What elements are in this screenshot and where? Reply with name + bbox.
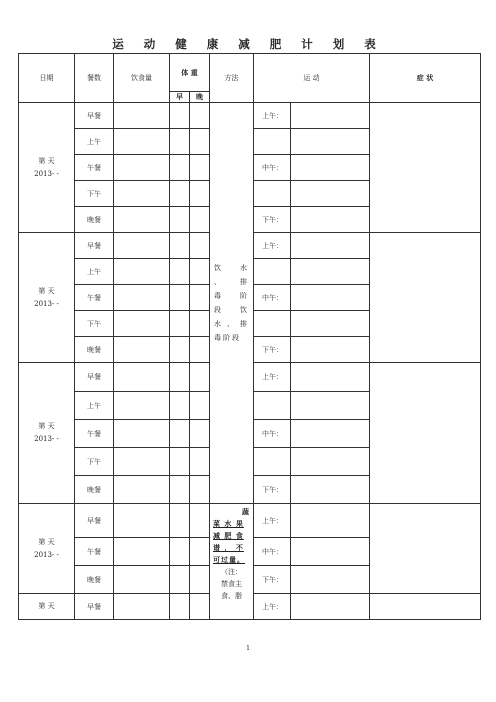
weight-evening-cell[interactable] [190, 103, 210, 129]
meal-lunch: 午餐 [75, 155, 114, 181]
exercise-label-empty [254, 448, 291, 476]
day-cell [19, 363, 75, 504]
weight-evening-cell[interactable] [190, 233, 210, 259]
meal-pm: 下午 [75, 181, 114, 207]
weight-evening-cell[interactable] [190, 594, 210, 620]
exercise-cell[interactable] [291, 259, 370, 285]
symptom-cell[interactable] [370, 504, 481, 594]
symptom-cell[interactable] [370, 594, 481, 620]
weight-morning-cell[interactable] [170, 207, 190, 233]
day-date: 2013- - [34, 299, 59, 308]
meal-breakfast: 早餐 [75, 103, 114, 129]
weight-evening-cell[interactable] [190, 504, 210, 538]
weight-morning-cell[interactable] [170, 337, 190, 363]
symptom-cell[interactable] [370, 103, 481, 233]
day-cell [19, 594, 75, 620]
weight-evening-cell[interactable] [190, 155, 210, 181]
symptom-cell[interactable] [370, 363, 481, 504]
day-date: 2013- - [34, 435, 59, 443]
meal-pm: 下午 [75, 311, 114, 337]
diet-cell[interactable] [114, 311, 170, 337]
diet-cell[interactable] [114, 566, 170, 594]
page-number: 1 [246, 645, 250, 652]
weight-evening-cell[interactable] [190, 392, 210, 420]
weight-morning-cell[interactable] [170, 103, 190, 129]
weight-morning-cell[interactable] [170, 155, 190, 181]
weight-morning-cell[interactable] [170, 566, 190, 594]
exercise-pm-label: 下午： [254, 207, 291, 233]
exercise-am-label: 上午： [254, 594, 291, 620]
exercise-cell[interactable] [291, 363, 370, 392]
header-date: 日期 [19, 54, 75, 103]
day-label: 第 天 [38, 422, 55, 430]
weight-morning-cell[interactable] [170, 594, 190, 620]
exercise-pm-label: 下午： [254, 337, 291, 363]
diet-cell[interactable] [114, 476, 170, 504]
meal-dinner: 晚餐 [75, 566, 114, 594]
weight-evening-cell[interactable] [190, 363, 210, 392]
weight-morning-cell[interactable] [170, 285, 190, 311]
meal-am: 上午 [75, 129, 114, 155]
meal-lunch: 午餐 [75, 538, 114, 566]
exercise-am-label: 上午： [254, 233, 291, 259]
header-method: 方法 [210, 54, 254, 103]
meal-dinner: 晚餐 [75, 207, 114, 233]
exercise-cell[interactable] [291, 538, 370, 566]
diet-cell[interactable] [114, 233, 170, 259]
weight-morning-cell[interactable] [170, 448, 190, 476]
exercise-pm-label: 下午： [254, 566, 291, 594]
exercise-cell[interactable] [291, 129, 370, 155]
exercise-label-empty [254, 181, 291, 207]
weight-morning-cell[interactable] [170, 181, 190, 207]
header-row [19, 54, 481, 92]
exercise-cell[interactable] [291, 285, 370, 311]
exercise-cell[interactable] [291, 155, 370, 181]
exercise-am-label: 上午： [254, 504, 291, 538]
weight-evening-cell[interactable] [190, 476, 210, 504]
weight-evening-cell[interactable] [190, 207, 210, 233]
day-label: 第 天 [38, 156, 55, 165]
meal-dinner: 晚餐 [75, 337, 114, 363]
exercise-am-label: 上午： [254, 103, 291, 129]
diet-cell[interactable] [114, 594, 170, 620]
weight-morning-cell[interactable] [170, 538, 190, 566]
meal-breakfast: 早餐 [75, 363, 114, 392]
symptom-cell[interactable] [370, 233, 481, 363]
exercise-cell[interactable] [291, 392, 370, 420]
diet-cell[interactable] [114, 103, 170, 129]
weight-evening-cell[interactable] [190, 538, 210, 566]
table-row [19, 103, 481, 129]
meal-pm: 下午 [75, 448, 114, 476]
method-note1: （注： [221, 568, 242, 576]
weight-morning-cell[interactable] [170, 259, 190, 285]
weight-evening-cell[interactable] [190, 337, 210, 363]
exercise-cell[interactable] [291, 181, 370, 207]
method-fruit-veg [210, 504, 254, 620]
day-cell [19, 103, 75, 233]
weight-evening-cell[interactable] [190, 285, 210, 311]
diet-cell[interactable] [114, 448, 170, 476]
day-date: 2013- - [34, 550, 59, 559]
diet-cell[interactable] [114, 337, 170, 363]
header-weight-morning: 早 [170, 92, 190, 103]
exercise-pm-label: 下午： [254, 476, 291, 504]
exercise-label-empty [254, 259, 291, 285]
day-label: 第 天 [38, 537, 55, 546]
weight-morning-cell[interactable] [170, 420, 190, 448]
meal-breakfast: 早餐 [75, 233, 114, 259]
method-fruit-line1: 蔬 [242, 507, 250, 516]
day-cell [19, 504, 75, 594]
weight-evening-cell[interactable] [190, 129, 210, 155]
weight-morning-cell[interactable] [170, 363, 190, 392]
diet-cell[interactable] [114, 129, 170, 155]
meal-breakfast: 早餐 [75, 594, 114, 620]
weight-morning-cell[interactable] [170, 129, 190, 155]
header-meals: 餐数 [75, 54, 114, 103]
diet-cell[interactable] [114, 259, 170, 285]
exercise-am-label: 上午： [254, 363, 291, 392]
diet-cell[interactable] [114, 504, 170, 538]
day-cell [19, 233, 75, 363]
method-detox: 饮 水 、 排 毒 阶 段 饮水、排毒阶段 [210, 103, 254, 504]
exercise-cell[interactable] [291, 594, 370, 620]
exercise-cell[interactable] [291, 448, 370, 476]
header-exercise: 运 动 [254, 54, 370, 103]
meal-breakfast: 早餐 [75, 504, 114, 538]
exercise-label-empty [254, 392, 291, 420]
exercise-label-empty [254, 311, 291, 337]
method-fruit-line2: 菜 水 果 减 肥 食 谱 ， 不 可过量。 [213, 519, 245, 564]
diet-cell[interactable] [114, 285, 170, 311]
meal-dinner: 晚餐 [75, 476, 114, 504]
weight-morning-cell[interactable] [170, 392, 190, 420]
exercise-cell[interactable] [291, 420, 370, 448]
weight-evening-cell[interactable] [190, 311, 210, 337]
diet-cell[interactable] [114, 181, 170, 207]
page-title: 运 动 健 康 减 肥 计 划 表 [112, 37, 384, 51]
weight-evening-cell[interactable] [190, 420, 210, 448]
diet-cell[interactable] [114, 363, 170, 392]
weight-morning-cell[interactable] [170, 504, 190, 538]
exercise-cell[interactable] [291, 311, 370, 337]
exercise-cell[interactable] [291, 476, 370, 504]
day-date: 2013- - [34, 169, 59, 178]
weight-morning-cell[interactable] [170, 233, 190, 259]
header-symptom: 症 状 [370, 54, 481, 103]
header-weight-evening: 晚 [190, 92, 210, 103]
method-note2: 禁食主 食、脂 [221, 580, 242, 600]
exercise-noon-label: 中午： [254, 420, 291, 448]
exercise-cell[interactable] [291, 103, 370, 129]
meal-lunch: 午餐 [75, 285, 114, 311]
header-weight: 体 重 [170, 54, 210, 92]
diet-cell[interactable] [114, 538, 170, 566]
diet-cell[interactable] [114, 420, 170, 448]
weight-evening-cell[interactable] [190, 448, 210, 476]
header-diet: 饮食量 [114, 54, 170, 103]
exercise-cell[interactable] [291, 233, 370, 259]
weight-evening-cell[interactable] [190, 259, 210, 285]
exercise-noon-label: 中午： [254, 155, 291, 181]
day-label: 第 天 [38, 286, 55, 295]
meal-am: 上午 [75, 259, 114, 285]
diet-cell[interactable] [114, 155, 170, 181]
exercise-cell[interactable] [291, 337, 370, 363]
meal-am: 上午 [75, 392, 114, 420]
exercise-cell[interactable] [291, 504, 370, 538]
weight-evening-cell[interactable] [190, 566, 210, 594]
diet-cell[interactable] [114, 207, 170, 233]
weight-evening-cell[interactable] [190, 181, 210, 207]
day-label: 第 天 [38, 602, 55, 610]
exercise-cell[interactable] [291, 207, 370, 233]
diet-cell[interactable] [114, 392, 170, 420]
meal-lunch: 午餐 [75, 420, 114, 448]
exercise-noon-label: 中午： [254, 538, 291, 566]
diet-plan-table [18, 53, 481, 620]
exercise-label-empty [254, 129, 291, 155]
exercise-cell[interactable] [291, 566, 370, 594]
exercise-noon-label: 中午： [254, 285, 291, 311]
weight-morning-cell[interactable] [170, 476, 190, 504]
weight-morning-cell[interactable] [170, 311, 190, 337]
table-row [19, 504, 481, 538]
